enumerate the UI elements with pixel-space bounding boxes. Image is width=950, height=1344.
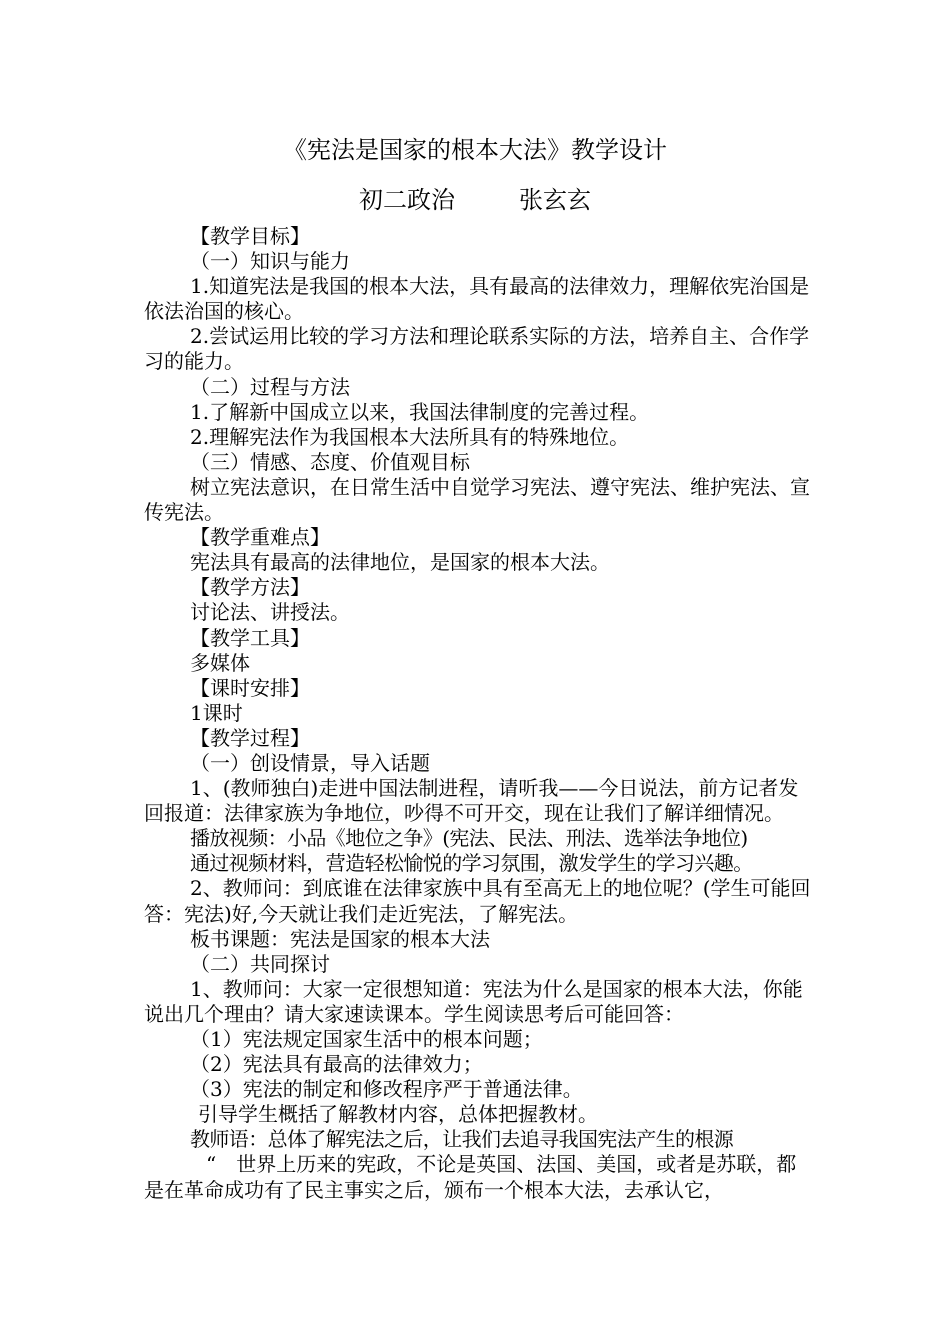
paragraph: 教师语：总体了解宪法之后，让我们去追寻我国宪法产生的根源 [190, 1127, 734, 1152]
paragraph: 讨论法、讲授法。 [190, 600, 350, 625]
paragraph: 2、教师问：到底谁在法律家族中具有至高无上的地位呢？(学生可能回答：宪法)好,今天就让我们走近宪法，了解宪法。 [144, 876, 811, 926]
paragraph: 1.知道宪法是我国的根本大法，具有最高的法律效力，理解依宪治国是依法治国的核心。 [144, 274, 810, 324]
subsection-heading: （一）知识与能力 [190, 249, 350, 274]
paragraph: 1课时 [190, 700, 243, 725]
section-heading: 【教学过程】 [190, 725, 310, 750]
author-name: 张玄玄 [519, 186, 591, 214]
paragraph: 1.了解新中国成立以来，我国法律制度的完善过程。 [190, 399, 650, 424]
list-item: （2）宪法具有最高的法律效力； [190, 1052, 483, 1077]
paragraph: 板书课题：宪法是国家的根本大法 [190, 926, 490, 951]
paragraph: 1、教师问：大家一定很想知道：宪法为什么是国家的根本大法，你能说出几个理由？请大家速读课本。学生阅读思考后可能回答： [144, 976, 803, 1026]
section-heading: 【教学重难点】 [190, 525, 330, 550]
section-heading: 【教学工具】 [190, 625, 310, 650]
subsection-heading: （二）过程与方法 [190, 374, 350, 399]
paragraph: 播放视频：小品《地位之争》(宪法、民法、刑法、选举法争地位) [190, 826, 748, 851]
paragraph: 树立宪法意识，在日常生活中自觉学习宪法、遵守宪法、维护宪法、宣传宪法。 [144, 474, 810, 525]
section-heading: 【课时安排】 [190, 675, 310, 700]
document-body [144, 224, 814, 1203]
paragraph: “ 世界上历来的宪政，不论是英国、法国、美国，或者是苏联，都是在革命成功有了民主事实之后，颁布一个根本大法，去承认它， [144, 1152, 797, 1202]
paragraph: 1、(教师独白)走进中国法制进程，请听我——今日说法，前方记者发回报道：法律家族为争地位，吵得不可开交，现在让我们了解详细情况。 [144, 776, 799, 826]
subsection-heading: （三）情感、态度、价值观目标 [190, 449, 470, 474]
paragraph: 引导学生概括了解教材内容，总体把握教材。 [198, 1102, 598, 1127]
subsection-heading: （二）共同探讨 [190, 951, 330, 976]
paragraph: 多媒体 [190, 650, 250, 675]
course-name: 初二政治 [359, 186, 455, 214]
document-title: 《宪法是国家的根本大法》教学设计 [283, 136, 667, 164]
document-subtitle [0, 184, 950, 216]
section-heading: 【教学方法】 [190, 575, 310, 600]
paragraph: 宪法具有最高的法律地位，是国家的根本大法。 [190, 550, 610, 575]
paragraph: 2.理解宪法作为我国根本大法所具有的特殊地位。 [190, 424, 630, 449]
subsection-heading: （一）创设情景，导入话题 [190, 750, 430, 775]
paragraph: 2.尝试运用比较的学习方法和理论联系实际的方法，培养自主、合作学习的能力。 [144, 324, 810, 374]
list-item: （3）宪法的制定和修改程序严于普通法律。 [190, 1077, 583, 1102]
paragraph: 通过视频材料，营造轻松愉悦的学习氛围，激发学生的学习兴趣。 [190, 851, 753, 876]
section-heading: 【教学目标】 [190, 224, 310, 248]
list-item: （1）宪法规定国家生活中的根本问题； [190, 1027, 543, 1051]
